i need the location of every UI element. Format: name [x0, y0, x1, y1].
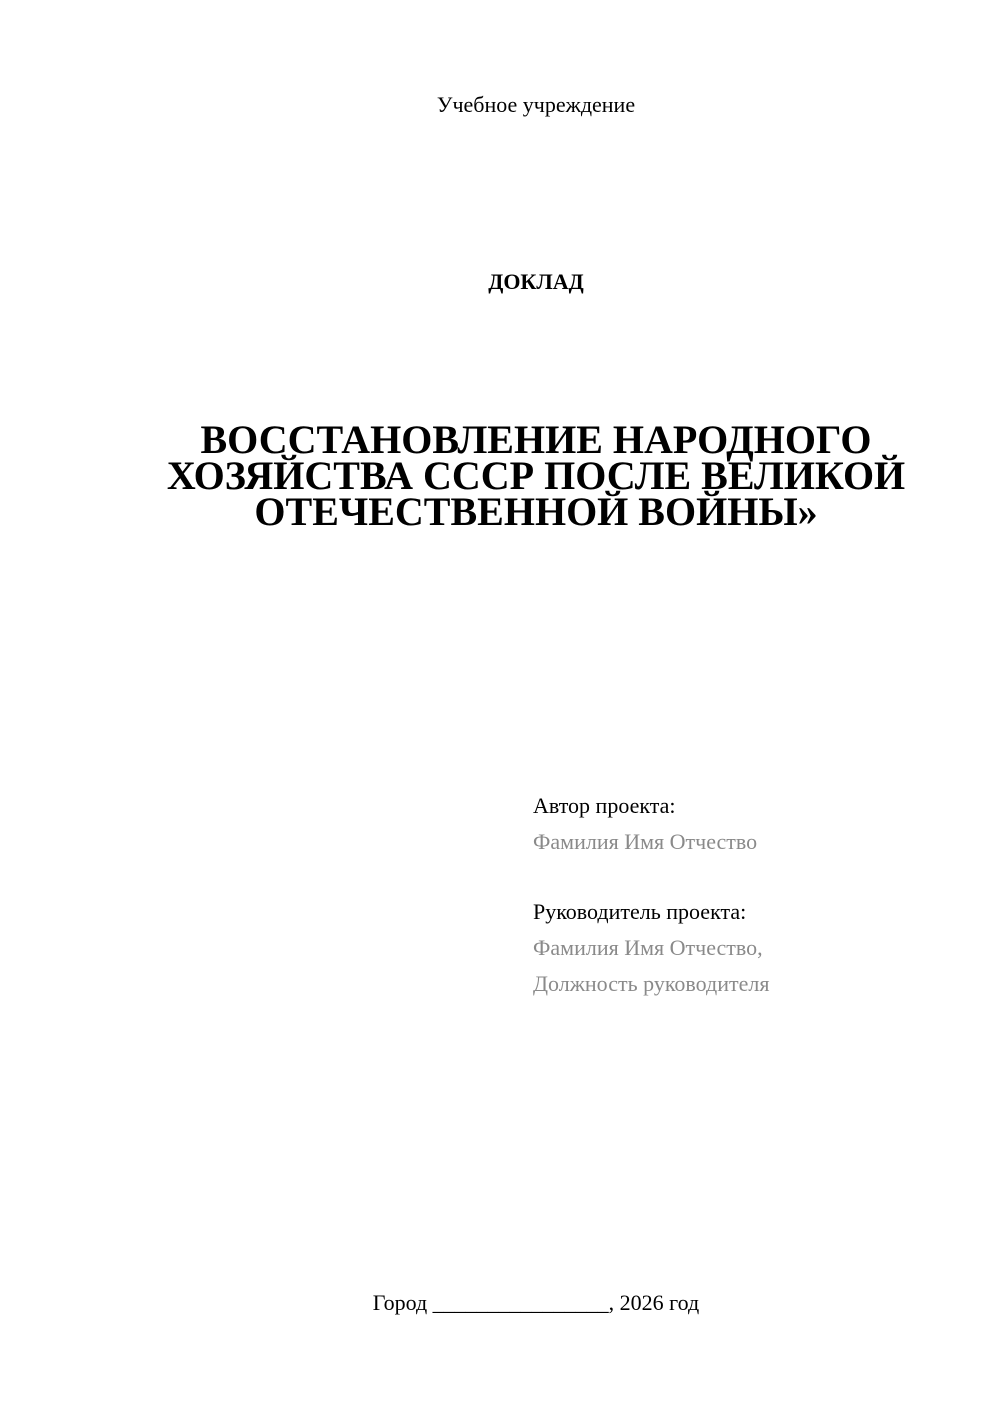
title-line: ВОССТАНОВЛЕНИЕ НАРОДНОГО [200, 417, 872, 462]
supervisor-position: Должность руководителя [533, 971, 770, 996]
supervisor-label: Руководитель проекта: [533, 899, 747, 924]
title-line: ХОЗЯЙСТВА СССР ПОСЛЕ ВЕЛИКОЙ [166, 453, 906, 498]
supervisor-name: Фамилия Имя Отчество, [533, 935, 763, 960]
credits-block [533, 788, 973, 1002]
document-type: ДОКЛАД [488, 269, 584, 294]
city-year-line: Город ________________, 2026 год [372, 1290, 700, 1315]
document-title [160, 417, 912, 534]
spacer [533, 860, 973, 894]
author-label: Автор проекта: [533, 793, 676, 818]
institution-name: Учебное учреждение [436, 92, 636, 117]
title-line: ОТЕЧЕСТВЕННОЙ ВОЙНЫ» [254, 489, 818, 534]
author-name: Фамилия Имя Отчество [533, 829, 758, 854]
